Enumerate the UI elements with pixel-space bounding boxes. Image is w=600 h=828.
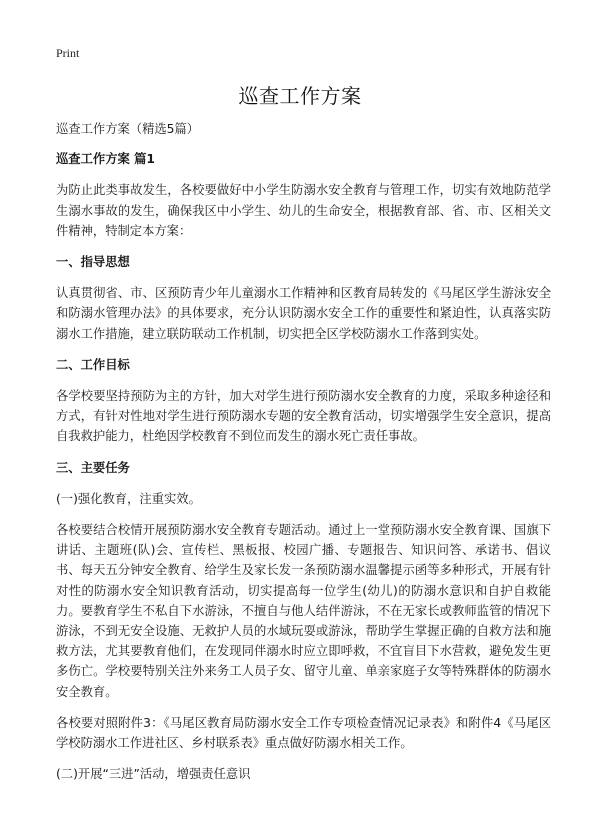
print-label[interactable]: Print	[56, 46, 80, 60]
subheading-strengthen-education: (一)强化教育，注重实效。	[56, 491, 201, 506]
page-title: 巡查工作方案	[238, 84, 362, 108]
heading-work-goals: 二、工作目标	[56, 357, 130, 372]
paragraph-work-goals: 各学校要坚持预防为主的方针，加大对学生进行预防溺水安全教育的力度，采取多种途径和方式，有针对性地对学生进行预防溺水专题的安全教育活动，切实增强学生安全意识，提高自我救护能力，杜绝因学校教育不到位而发生的溺水死亡责任事故。	[56, 389, 551, 444]
intro-paragraph: 为防止此类事故发生，各校要做好中小学生防溺水安全教育与管理工作，切实有效地防范学生溺水事故的发生，确保我区中小学生、幼儿的生命安全，根据教育部、省、市、区相关文件精神，特制定本方案：	[56, 183, 551, 238]
paragraph-guiding-ideology: 认真贯彻省、市、区预防青少年儿童溺水工作精神和区教育局转发的《马尾区学生游泳安全和防溺水管理办法》的具体要求，充分认识防溺水安全工作的重要性和紧迫性，认真落实防溺水工作措施，建立联防联动工作机制，切实把全区学校防溺水工作落到实处。	[56, 286, 551, 341]
paragraph-attachments: 各校要对照附件3：《马尾区教育局防溺水安全工作专项检查情况记录表》和附件4《马尾区学校防溺水工作进社区、乡村联系表》重点做好防溺水相关工作。	[56, 715, 551, 751]
section-title: 巡查工作方案 篇1	[56, 152, 155, 167]
document-subtitle: 巡查工作方案（精选5篇）	[56, 122, 200, 136]
paragraph-education-activities: 各校要结合校情开展预防溺水安全教育专题活动。通过上一堂预防溺水安全教育课、国旗下讲话、主题班(队)会、宣传栏、黑板报、校园广播、专题报告、知识问答、承诺书、倡议书、每天五分钟安全教育、给学生及家长发一条预防溺水温馨提示函等多种形式，开展有针对性的防溺水安全知识教育活动，切实提高每一位学生(幼儿)的防溺水意识和自护自救能力。要教育学生不私自下水游泳，不擅自与他人结伴游泳，不在无家长或教师监管的情况下游泳，不到无安全设施、无救护人员的水域玩耍或游泳，帮助学生掌握正确的自救方法和施救方法，尤其要教育他们，在发现同伴溺水时应立即呼救，不宜盲目下水营救，避免发生更多伤亡。学校要特别关注外来务工人员子女、留守儿童、单亲家庭子女等特殊群体的防溺水安全教育。	[56, 523, 551, 699]
heading-main-tasks: 三、主要任务	[56, 460, 130, 475]
heading-guiding-ideology: 一、指导思想	[56, 255, 130, 270]
subheading-three-entries: (二)开展“三进”活动，增强责任意识	[56, 767, 251, 782]
document-body	[56, 119, 551, 795]
